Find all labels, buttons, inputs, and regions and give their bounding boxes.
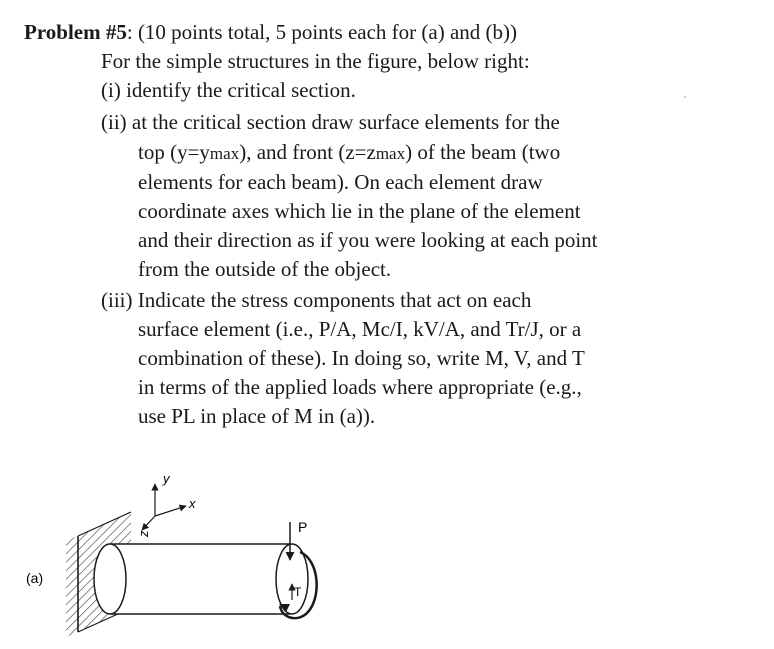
part-ii-line-1: (ii) at the critical section draw surface elements for the — [101, 110, 560, 134]
part-ii-line-2: top (y=ymax), and front (z=zmax) of the beam (two — [138, 140, 561, 164]
figure-label: (a) — [26, 570, 44, 586]
coordinate-axes — [136, 471, 196, 538]
cylinder-beam — [94, 544, 308, 614]
part-iii-line-3: combination of these). In doing so, write M, V, and T — [138, 346, 585, 370]
problem-heading-rest: : (10 points total, 5 points each for (a) and (b)) — [126, 20, 517, 44]
part-iii-line-2: surface element (i.e., P/A, Mc/I, kV/A, and Tr/J, or a — [138, 317, 582, 341]
z-axis-arrow — [142, 516, 155, 530]
problem-intro: For the simple structures in the figure, below right: — [101, 49, 530, 73]
cylinder-fixed-end — [94, 544, 126, 614]
part-iii-line-4: in terms of the applied loads where appropriate (e.g., — [138, 375, 582, 399]
part-i: (i) identify the critical section. — [101, 78, 356, 102]
part-ii-line-4: coordinate axes which lie in the plane of the element — [138, 199, 581, 223]
part-iii-line-1: (iii) Indicate the stress components that act on each — [101, 288, 532, 312]
part-ii-line-3: elements for each beam). On each element draw — [138, 170, 543, 194]
torque-label: T — [294, 585, 302, 599]
y-axis-label: y — [163, 471, 170, 486]
problem-heading: Problem #5 — [24, 20, 127, 44]
load-p-label: P — [298, 519, 308, 535]
part-iii-line-5: use PL in place of M in (a)). — [138, 404, 376, 428]
part-ii-line-5: and their direction as if you were looking at each point — [138, 228, 598, 252]
x-axis-label: x — [189, 496, 196, 511]
part-ii-line-6: from the outside of the object. — [138, 257, 392, 281]
x-axis-arrow — [155, 506, 186, 516]
z-axis-label: z — [136, 530, 151, 537]
